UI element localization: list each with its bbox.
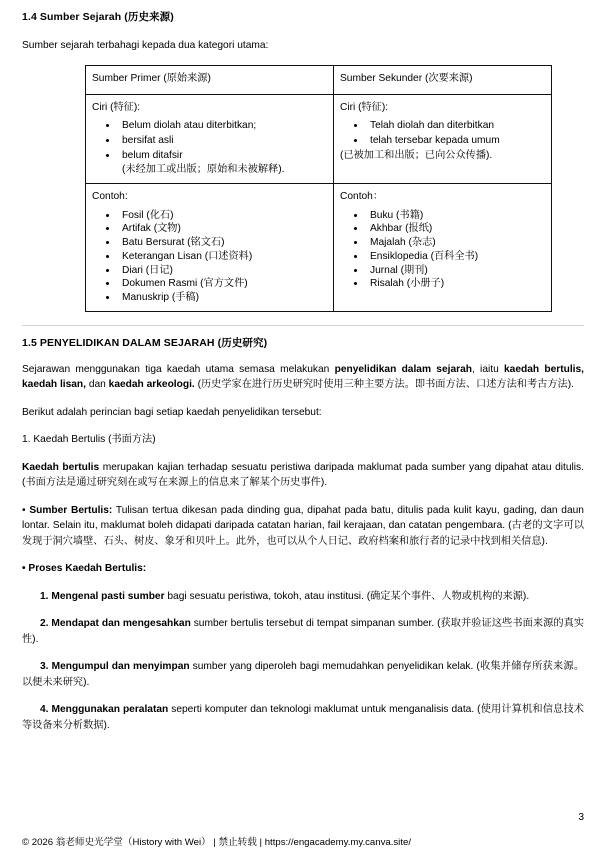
section-heading-1-4: 1.4 Sumber Sejarah (历史来源) — [22, 11, 174, 23]
list-item: • Risalah (小册子) — [366, 277, 545, 291]
method-1-title: 1. Kaedah Bertulis (书面方法) — [22, 434, 156, 446]
list-item: • Batu Bersurat (铭文石) — [118, 236, 327, 250]
ciri-primary-note: (未经加工或出版；原始和未被解释). — [122, 164, 285, 176]
header-primary-label: Sumber Primer (原始来源) — [92, 73, 211, 84]
step-4-rest: seperti komputer dan teknologi maklumat untuk menganalisis data. (使用计算机和信息技术等设备来分析数据). — [22, 704, 584, 731]
berikut-paragraph: Berikut adalah perincian bagi setiap kaedah penyelidikan tersebut: — [22, 406, 322, 418]
step-1-bold: Mengenal pasti sumber — [51, 590, 165, 602]
list-item: • bersifat asli — [118, 134, 327, 149]
list-item: • belum ditafsir — [118, 149, 327, 164]
step-item-4 — [22, 690, 584, 733]
cell-contoh-primary — [86, 184, 334, 312]
table-header-row — [86, 66, 552, 95]
ciri-secondary-label: Ciri (特征): — [340, 101, 389, 113]
list-item: • Fosil (化石) — [118, 209, 327, 223]
list-item: • Buku (书籍) — [366, 209, 545, 223]
intro-bold-1: penyelidikan dalam sejarah — [334, 363, 472, 375]
step-2-bold: Mendapat dan mengesahkan — [51, 618, 191, 630]
contoh-secondary-list — [340, 209, 545, 292]
list-item: • Artifak (文物) — [118, 222, 327, 236]
intro-bold-2: kaedah bertulis, kaedah lisan, — [22, 363, 585, 391]
ciri-secondary-list — [340, 119, 545, 149]
bullet-sumber-rest: Tulisan tertua dikesan pada dinding gua, dipahat pada batu, ditulis pada kulit kayu, gading, dan daun lontar. Selain itu, maklumat boleh didapati daripada catatan harian, fail kerajaan, dan catatan pengembara. (古老的文字可以发现于洞穴墙壁、石头、树皮、象牙和贝叶上。此外，也可以从个人日记、政府档案和旅行者的记录中找到相关信息). — [22, 504, 584, 547]
table-header-primary — [86, 66, 334, 95]
ciri-primary-label: Ciri (特征): — [92, 101, 141, 113]
intro-text-2: , iaitu — [471, 363, 505, 375]
section-heading-1-5: 1.5 PENYELIDIKAN DALAM SEJARAH (历史研究) — [22, 336, 268, 349]
table-row-ciri — [86, 94, 552, 183]
bullet-proses-heading — [22, 549, 584, 577]
section-1-4-intro: Sumber sejarah terbahagi kepada dua kategori utama: — [22, 40, 269, 51]
definition-paragraph — [22, 448, 584, 491]
cell-ciri-primary — [86, 94, 334, 183]
list-item: • Belum diolah atau diterbitkan; — [118, 119, 327, 134]
intro-text-1: Sejarawan menggunakan tiga kaedah utama semasa melakukan — [22, 363, 335, 375]
table-row-contoh — [86, 184, 552, 312]
bullet-sumber-bold: Sumber Bertulis: — [29, 504, 113, 516]
cell-contoh-secondary — [334, 184, 552, 312]
page-number: 3 — [578, 812, 584, 823]
step-item-1 — [22, 577, 584, 605]
header-secondary-label: Sumber Sekunder (次要来源) — [340, 73, 473, 84]
list-item: • Dokumen Rasmi (官方文件) — [118, 277, 327, 291]
definition-rest: merupakan kajian terhadap sesuatu peristiwa daripada maklumat pada sumber yang dipahat atau ditulis. (书面方法是通过研究刻在或写在来源上的信息来了解某个历史事件). — [22, 461, 584, 489]
contoh-primary-label: Contoh: — [92, 191, 128, 203]
step-3-bold: Mengumpul dan menyimpan — [51, 661, 190, 673]
step-2-rest: sumber bertulis tersebut di tempat simpanan sumber. (获取并验证这些书面来源的真实性). — [22, 618, 585, 645]
step-item-2 — [22, 604, 584, 647]
cell-ciri-secondary — [334, 94, 552, 183]
sources-table — [85, 65, 552, 312]
list-item: • telah tersebar kepada umum — [366, 134, 545, 149]
bullet-sumber-bertulis — [22, 491, 584, 550]
list-item: • Majalah (杂志) — [366, 236, 545, 250]
contoh-secondary-label: Contoh： — [340, 191, 384, 203]
bullet-proses-text: • Proses Kaedah Bertulis: — [22, 563, 147, 575]
intro-bold-3: kaedah arkeologi. — [108, 379, 195, 391]
bullet-marker: • — [22, 504, 30, 516]
step-1-rest: bagi sesuatu peristiwa, tokoh, atau institusi. (确定某个事件、人物或机构的来源). — [164, 590, 530, 602]
intro-text-4: (历史学家在进行历史研究时使用三种主要方法。即书面方法、口述方法和考古方法). — [194, 379, 574, 391]
table-header-secondary — [334, 66, 552, 95]
step-1-number: 1. — [40, 590, 52, 602]
step-4-number: 4. — [40, 704, 52, 716]
contoh-primary-list — [92, 209, 327, 305]
step-3-number: 3. — [40, 661, 52, 673]
list-item: • Ensiklopedia (百科全书) — [366, 250, 545, 264]
step-3-rest: sumber yang diperoleh bagi memudahkan penyelidikan kelak. (收集并储存所获来源。以便未来研究). — [22, 661, 585, 688]
definition-bold: Kaedah bertulis — [22, 461, 100, 473]
list-item: • Akhbar (报纸) — [366, 222, 545, 236]
step-item-3 — [22, 647, 584, 690]
list-item: • Jurnal (期刊) — [366, 264, 545, 278]
list-item: • Telah diolah dan diterbitkan — [366, 119, 545, 134]
list-item: • Manuskrip (手稿) — [118, 291, 327, 305]
list-item: • Diari (日记) — [118, 264, 327, 278]
footer-copyright: © 2026 翁老师史光学堂（History with Wei） | 禁止转载 | https://engacademy.my.canva.site/ — [22, 837, 411, 848]
intro-text-3: dan — [86, 379, 109, 391]
ciri-primary-list — [92, 119, 327, 163]
step-4-bold: Menggunakan peralatan — [51, 704, 169, 716]
list-item: • Keterangan Lisan (口述资料) — [118, 250, 327, 264]
step-2-number: 2. — [40, 618, 52, 630]
ciri-secondary-note: (已被加工和出版；已向公众传播). — [340, 149, 493, 161]
section-1-5-intro-paragraph — [22, 350, 584, 393]
